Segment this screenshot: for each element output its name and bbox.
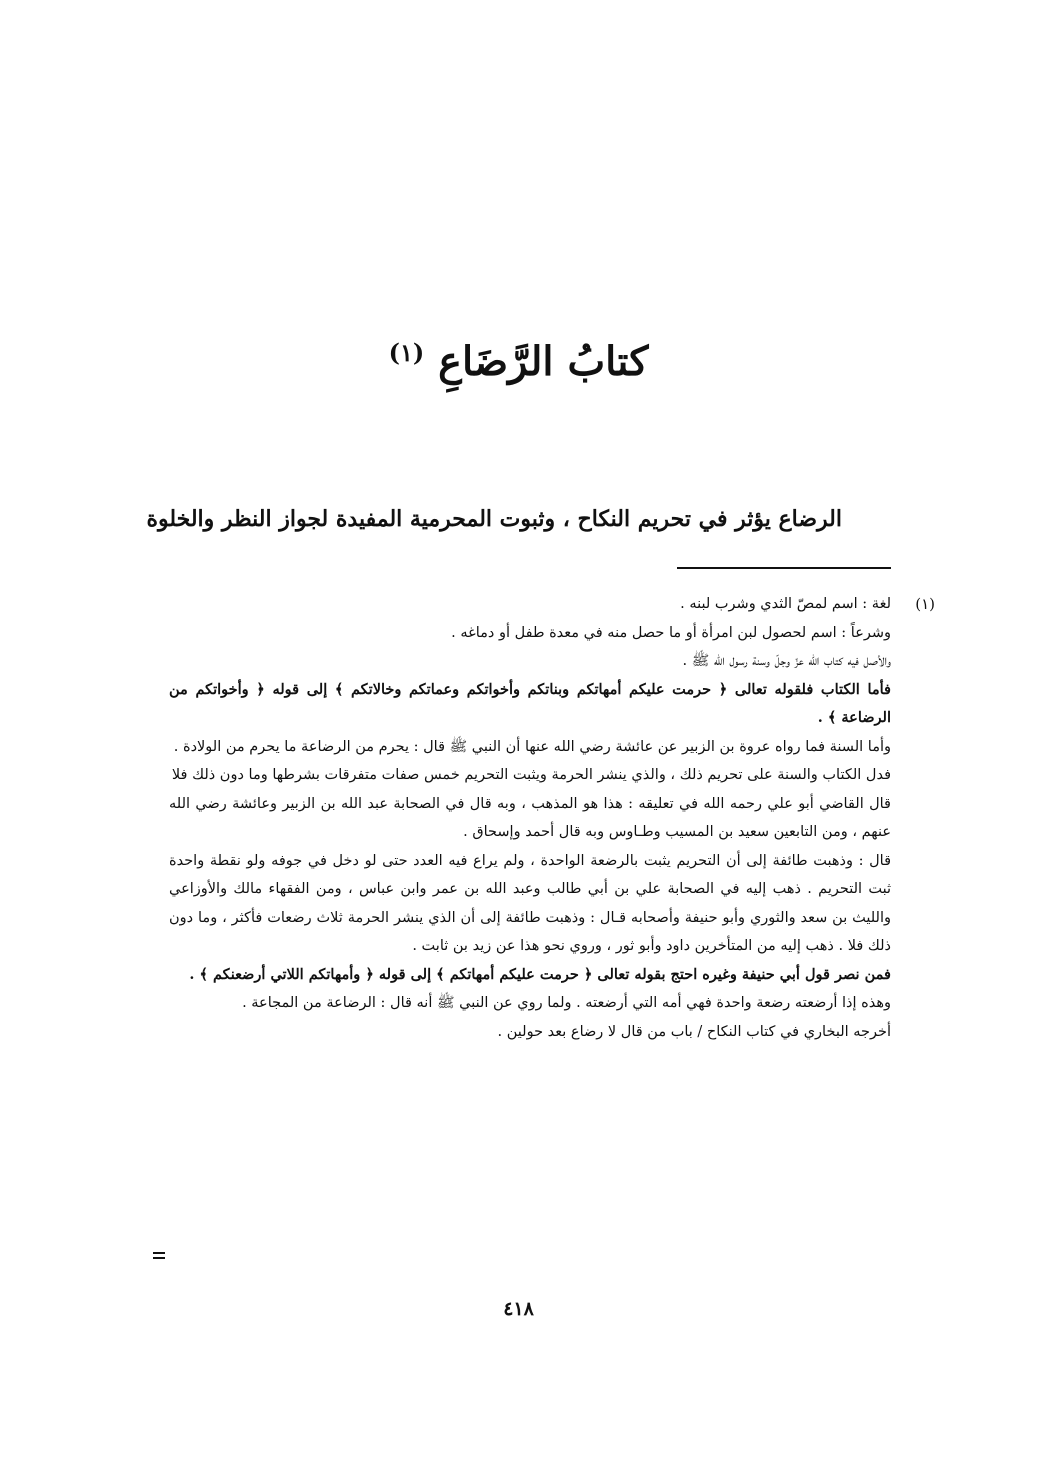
title-footnote-ref[interactable]: (١) — [388, 338, 425, 367]
continuation-mark — [153, 1251, 165, 1261]
footnote-paragraph: وشرعاً : اسم لحصول لبن امرأة أو ما حصل منه في معدة طفل أو دماغه . — [451, 624, 891, 641]
footnote-paragraph: فدل الكتاب والسنة على تحريم ذلك ، والذي ينشر الحرمة ويثبت التحريم خمس صفات متفرقات بشرطها وما دون ذلك فلا — [171, 767, 891, 783]
footnote-paragraph: فمن نصر قول أبي حنيفة وغيره احتج بقوله تعالى ﴿ حرمت عليكم أمهاتكم ﴾ إلى قوله ﴿ وأمهاتكم اللاتي أرضعنكم ﴾ . — [189, 965, 891, 983]
footnote — [169, 590, 935, 1046]
footnote-paragraph: قال القاضي أبو علي رحمه الله في تعليقه : هذا هو المذهب ، وبه قال في الصحابة عبد الله بن الزبير وعائشة رضي الله عنهم ، ومن التابعين سعيد بن المسيب وطـاوس وبه قال أحمد وإسحاق . — [169, 795, 891, 840]
footnote-paragraph: لغة : اسم لمصّ الثدي وشرب لبنه . — [680, 596, 891, 612]
footnote-paragraph: والأصل فيه كتاب الله عزّ وجلّ وسنة رسول الله ﷺ . — [682, 653, 891, 669]
footnote-paragraph: وأما السنة فما رواه عروة بن الزبير عن عائشة رضي الله عنها أن النبي ﷺ قال : يحرم من الرضاعة ما يحرم من الولادة . — [173, 738, 891, 755]
footnote-paragraph: فأما الكتاب فلقوله تعالى ﴿ حرمت عليكم أمهاتكم وبناتكم وأخواتكم وعماتكم وخالاتكم ﴾ إلى قوله ﴿ وأخواتكم من الرضاعة ﴾ . — [169, 680, 891, 726]
book-title — [0, 318, 1037, 397]
footnote-marker: (١) — [915, 595, 935, 613]
section-heading: الرضاع يؤثر في تحريم النكاح ، وثبوت المحرمية المفيدة لجواز النظر والخلوة — [146, 506, 842, 532]
footnote-paragraph: أخرجه البخاري في كتاب النكاح / باب من قال لا رضاع بعد حولين . — [497, 1023, 891, 1040]
footnote-separator — [677, 567, 891, 569]
footnote-paragraph: وهذه إذا أرضعته رضعة واحدة فهي أمه التي أرضعته . ولما روي عن النبي ﷺ أنه قال : الرضاعة من المجاعة . — [242, 995, 891, 1011]
footnote-paragraph: قال : وذهبت طائفة إلى أن التحريم يثبت بالرضعة الواحدة ، ولم يراع فيه العدد حتى لو دخل في جوفه ولو نقطة واحدة ثبت التحريم . ذهب إليه في الصحابة علي بن أبي طالب وعبد الله بن عمر وابن عباس ، ومن الفقهاء مالك والأوزاعي والليث بن سعد والثوري وأبو حنيفة وأصحابه قـال : وذهبت طائفة إلى أن الذي ينشر الحرمة ثلاث رضعات فأكثر ، وما دون ذلك فلا . ذهب إليه من المتأخرين داود وأبو ثور ، وروي نحو هذا عن زيد بن ثابت . — [169, 852, 891, 954]
book-title-text: كتابُ الرَّضَاعِ — [438, 338, 649, 385]
page-number: ٤١٨ — [503, 1298, 534, 1320]
